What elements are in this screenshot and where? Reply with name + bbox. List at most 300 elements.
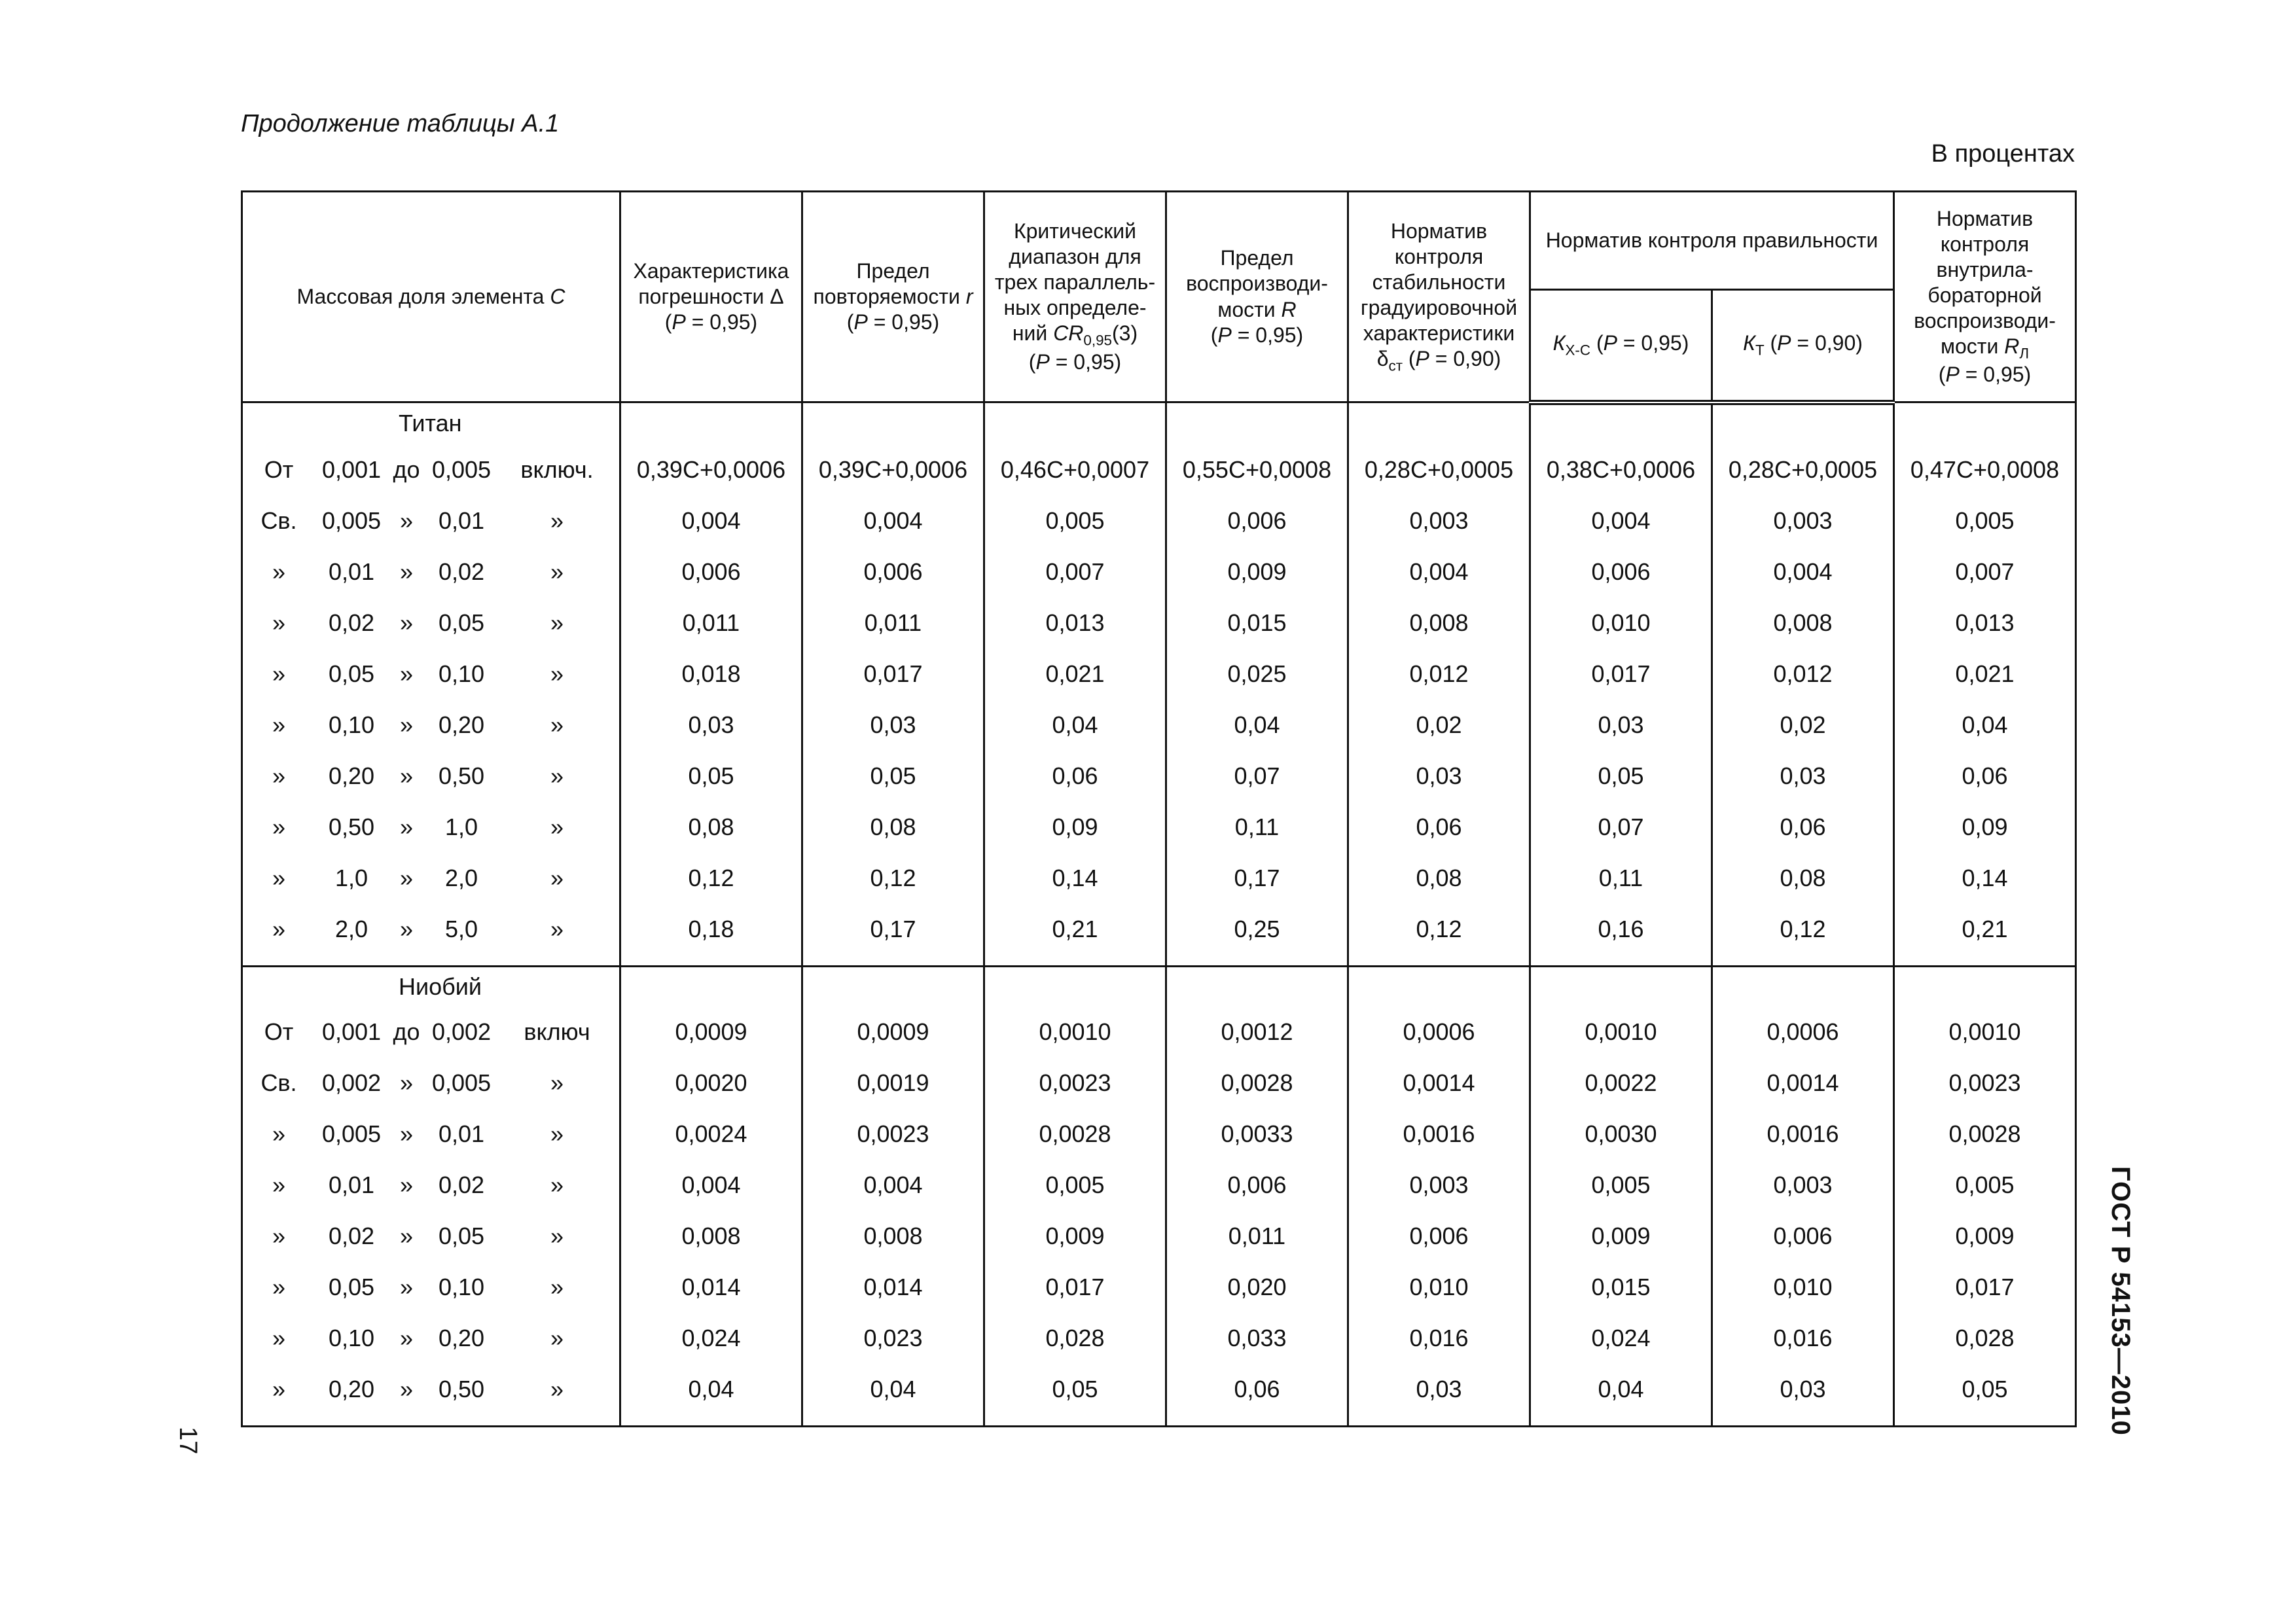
header-mass-fraction: Массовая доля элемента С	[242, 192, 620, 402]
value-cell: 0,06	[1348, 802, 1530, 853]
empty-cell	[620, 402, 802, 444]
range-part: »	[399, 1375, 414, 1402]
empty-cell	[1530, 402, 1712, 444]
value-cell: 0,08	[802, 802, 984, 853]
range-part: »	[272, 1324, 286, 1351]
value-cell: 0,04	[620, 1364, 802, 1427]
range-cell	[242, 802, 620, 853]
value-cell: 0,28С+0,0005	[1712, 444, 1894, 495]
value-cell: 0,28С+0,0005	[1348, 444, 1530, 495]
empty-cell	[802, 966, 984, 1007]
range-part: 0,01	[438, 1120, 485, 1147]
value-cell: 0,011	[802, 597, 984, 649]
value-cell: 0,0016	[1712, 1109, 1894, 1160]
value-cell: 0,03	[1712, 1364, 1894, 1427]
element-name: Ниобий	[242, 966, 620, 1007]
value-cell: 0,0023	[802, 1109, 984, 1160]
empty-cell	[984, 402, 1166, 444]
value-cell: 0,47С+0,0008	[1894, 444, 2076, 495]
value-cell: 0,004	[802, 1160, 984, 1211]
range-parts	[243, 904, 619, 955]
range-parts	[243, 802, 619, 853]
group-titanium	[242, 402, 2076, 967]
header-intralab-standard: Норматив контроля внутрила- бораторной воспроизводи- мости $R_Л$ (Р = 0,95)	[1894, 192, 2076, 402]
value-cell: 0,005	[984, 495, 1166, 546]
value-cell: 0,09	[1894, 802, 2076, 853]
value-cell: 0,11	[1166, 802, 1348, 853]
value-cell: 0,0009	[802, 1007, 984, 1058]
range-cell	[242, 1262, 620, 1313]
range-part: 0,01	[328, 1171, 375, 1198]
value-cell: 0,21	[1894, 904, 2076, 967]
range-part: 0,01	[438, 507, 485, 534]
range-part: 2,0	[444, 864, 478, 891]
range-part: »	[550, 507, 564, 534]
range-part: Св.	[260, 507, 297, 534]
value-cell: 0,12	[1348, 904, 1530, 967]
value-cell: 0,0020	[620, 1058, 802, 1109]
value-cell: 0,003	[1712, 495, 1894, 546]
range-part: »	[399, 660, 414, 687]
range-parts	[243, 751, 619, 802]
value-cell: 0,04	[1530, 1364, 1712, 1427]
value-cell: 0,028	[984, 1313, 1166, 1364]
range-part: »	[550, 1120, 564, 1147]
range-part: 0,002	[321, 1069, 382, 1096]
range-part: 0,02	[438, 1171, 485, 1198]
range-part: »	[399, 1324, 414, 1351]
range-parts	[243, 1058, 619, 1109]
value-cell: 0,007	[984, 546, 1166, 597]
value-cell: 0,004	[1348, 546, 1530, 597]
value-cell: 0,004	[1530, 495, 1712, 546]
table-row	[242, 1160, 2076, 1211]
continuation-title: Продолжение таблицы А.1	[241, 110, 560, 137]
table-row	[242, 444, 2076, 495]
value-cell: 0,006	[1348, 1211, 1530, 1262]
value-cell: 0,009	[1166, 546, 1348, 597]
value-cell: 0,03	[1530, 700, 1712, 751]
range-part: включ	[524, 1018, 590, 1045]
value-cell: 0,018	[620, 649, 802, 700]
range-parts	[243, 1313, 619, 1364]
range-part: 0,001	[321, 1018, 382, 1045]
range-part: »	[399, 507, 414, 534]
value-cell: 0,015	[1166, 597, 1348, 649]
header-stability-standard: Норматив контроля стабильности градуировочной характеристики $\delta_{ст}$ (Р = 0,90)	[1348, 192, 1530, 402]
range-part: »	[272, 1222, 286, 1249]
value-cell: 0,04	[802, 1364, 984, 1427]
value-cell: 0,03	[1712, 751, 1894, 802]
range-part: 0,02	[438, 558, 485, 585]
range-parts	[243, 649, 619, 700]
range-part: »	[550, 660, 564, 687]
empty-cell	[1894, 966, 2076, 1007]
element-row	[242, 966, 2076, 1007]
empty-cell	[620, 966, 802, 1007]
table-row	[242, 802, 2076, 853]
range-part: »	[272, 1273, 286, 1300]
value-cell: 0,05	[802, 751, 984, 802]
range-part: 1,0	[334, 864, 368, 891]
range-cell	[242, 546, 620, 597]
range-part: »	[550, 864, 564, 891]
value-cell: 0,0006	[1712, 1007, 1894, 1058]
range-part: 0,005	[321, 507, 382, 534]
value-cell: 0,12	[1712, 904, 1894, 967]
value-cell: 0,0023	[984, 1058, 1166, 1109]
range-part: 0,005	[431, 455, 492, 483]
range-part: »	[550, 609, 564, 636]
range-part: »	[399, 1222, 414, 1249]
value-cell: 0,06	[1894, 751, 2076, 802]
range-part: »	[550, 1171, 564, 1198]
value-cell: 0,11	[1530, 853, 1712, 904]
value-cell: 0,25	[1166, 904, 1348, 967]
range-parts	[243, 1109, 619, 1160]
value-cell: 0,07	[1530, 802, 1712, 853]
header-reproducibility-limit: Предел воспроизводи- мости R (Р = 0,95)	[1166, 192, 1348, 402]
range-part: »	[550, 711, 564, 738]
range-part: »	[399, 762, 414, 789]
value-cell: 0,14	[984, 853, 1166, 904]
range-part: 0,10	[438, 1273, 485, 1300]
value-cell: 0,006	[1530, 546, 1712, 597]
range-parts	[243, 1007, 619, 1058]
range-part: включ.	[520, 455, 594, 483]
range-part: »	[550, 1324, 564, 1351]
range-part: »	[272, 813, 286, 840]
value-cell: 0,010	[1712, 1262, 1894, 1313]
range-part: »	[272, 762, 286, 789]
empty-cell	[1530, 966, 1712, 1007]
value-cell: 0,016	[1712, 1313, 1894, 1364]
value-cell: 0,06	[1166, 1364, 1348, 1427]
range-part: »	[272, 864, 286, 891]
value-cell: 0,024	[620, 1313, 802, 1364]
range-part: От	[264, 1018, 294, 1045]
value-cell: 0,003	[1712, 1160, 1894, 1211]
value-cell: 0,012	[1712, 649, 1894, 700]
value-cell: 0,03	[620, 700, 802, 751]
page-number: 17	[174, 1427, 202, 1455]
value-cell: 0,0010	[1530, 1007, 1712, 1058]
range-part: »	[399, 609, 414, 636]
range-part: 0,20	[328, 1375, 375, 1402]
empty-cell	[1166, 402, 1348, 444]
element-name: Титан	[242, 402, 620, 444]
value-cell: 0,12	[802, 853, 984, 904]
element-row	[242, 402, 2076, 444]
range-part: »	[399, 1273, 414, 1300]
value-cell: 0,017	[1894, 1262, 2076, 1313]
range-part: »	[399, 1171, 414, 1198]
range-part: 0,20	[328, 762, 375, 789]
table-row	[242, 751, 2076, 802]
value-cell: 0,02	[1348, 700, 1530, 751]
value-cell: 0,05	[984, 1364, 1166, 1427]
range-part: 0,50	[438, 762, 485, 789]
value-cell: 0,008	[1348, 597, 1530, 649]
range-cell	[242, 700, 620, 751]
range-part: »	[399, 1120, 414, 1147]
table-row	[242, 904, 2076, 967]
header-critical-range: Критический диапазон для трех параллель- ных определе- ний $CR_{0,95}(3)$ (Р = 0,95)	[984, 192, 1166, 402]
value-cell: 0,08	[1348, 853, 1530, 904]
value-cell: 0,03	[1348, 1364, 1530, 1427]
value-cell: 0,14	[1894, 853, 2076, 904]
range-part: »	[550, 762, 564, 789]
value-cell: 0,005	[1894, 1160, 2076, 1211]
value-cell: 0,017	[984, 1262, 1166, 1313]
value-cell: 0,004	[620, 495, 802, 546]
value-cell: 0,025	[1166, 649, 1348, 700]
value-cell: 0,38С+0,0006	[1530, 444, 1712, 495]
value-cell: 0,0033	[1166, 1109, 1348, 1160]
value-cell: 0,004	[1712, 546, 1894, 597]
table-row	[242, 1313, 2076, 1364]
table-row	[242, 1262, 2076, 1313]
value-cell: 0,008	[802, 1211, 984, 1262]
range-part: 0,05	[328, 660, 375, 687]
range-cell	[242, 1364, 620, 1427]
range-part: до	[393, 1018, 420, 1045]
table-row	[242, 1007, 2076, 1058]
value-cell: 0,005	[1894, 495, 2076, 546]
range-part: 2,0	[334, 915, 368, 942]
table-row	[242, 1364, 2076, 1427]
value-cell: 0,011	[620, 597, 802, 649]
range-part: »	[272, 558, 286, 585]
range-parts	[243, 444, 619, 495]
range-part: 0,20	[438, 1324, 485, 1351]
range-part: до	[393, 455, 420, 483]
range-cell	[242, 1211, 620, 1262]
value-cell: 0,12	[620, 853, 802, 904]
value-cell: 0,004	[620, 1160, 802, 1211]
range-part: 0,02	[328, 1222, 375, 1249]
range-part: 1,0	[444, 813, 478, 840]
value-cell: 0,005	[984, 1160, 1166, 1211]
units-note: В процентах	[1931, 140, 2075, 168]
value-cell: 0,014	[620, 1262, 802, 1313]
range-part: 0,10	[438, 660, 485, 687]
empty-cell	[1712, 402, 1894, 444]
value-cell: 0,012	[1348, 649, 1530, 700]
value-cell: 0,0009	[620, 1007, 802, 1058]
range-part: 0,10	[328, 1324, 375, 1351]
range-part: 0,05	[438, 1222, 485, 1249]
range-cell	[242, 1313, 620, 1364]
range-part: »	[399, 711, 414, 738]
value-cell: 0,0022	[1530, 1058, 1712, 1109]
header-correctness-standard: Норматив контроля правильности	[1530, 192, 1894, 290]
value-cell: 0,011	[1166, 1211, 1348, 1262]
value-cell: 0,009	[1530, 1211, 1712, 1262]
value-cell: 0,03	[802, 700, 984, 751]
range-part: »	[550, 1273, 564, 1300]
range-cell	[242, 649, 620, 700]
range-parts	[243, 597, 619, 649]
range-part: »	[399, 915, 414, 942]
range-part: Св.	[260, 1069, 297, 1096]
table-row	[242, 649, 2076, 700]
value-cell: 0,08	[620, 802, 802, 853]
value-cell: 0,007	[1894, 546, 2076, 597]
range-part: 0,02	[328, 609, 375, 636]
range-part: 0,10	[328, 711, 375, 738]
range-part: 0,50	[328, 813, 375, 840]
value-cell: 0,023	[802, 1313, 984, 1364]
range-parts	[243, 1211, 619, 1262]
value-cell: 0,0012	[1166, 1007, 1348, 1058]
range-part: »	[550, 813, 564, 840]
table-row	[242, 700, 2076, 751]
empty-cell	[1894, 402, 2076, 444]
value-cell: 0,006	[1712, 1211, 1894, 1262]
range-part: »	[272, 609, 286, 636]
range-part: От	[264, 455, 294, 483]
range-parts	[243, 546, 619, 597]
range-part: 0,005	[321, 1120, 382, 1147]
header-error-characteristic: Характеристика погрешности Δ (Р = 0,95)	[620, 192, 802, 402]
data-table	[241, 190, 2077, 1427]
group-niobium	[242, 966, 2076, 1426]
header-kt: $К_Т$ (Р = 0,90)	[1712, 290, 1894, 402]
value-cell: 0,21	[984, 904, 1166, 967]
value-cell: 0,021	[984, 649, 1166, 700]
range-parts	[243, 1364, 619, 1415]
range-part: »	[550, 915, 564, 942]
table-row	[242, 597, 2076, 649]
value-cell: 0,0016	[1348, 1109, 1530, 1160]
range-part: »	[272, 1171, 286, 1198]
table-row	[242, 1211, 2076, 1262]
value-cell: 0,008	[620, 1211, 802, 1262]
value-cell: 0,006	[620, 546, 802, 597]
range-part: »	[550, 1222, 564, 1249]
value-cell: 0,0028	[984, 1109, 1166, 1160]
empty-cell	[984, 966, 1166, 1007]
table-row	[242, 853, 2076, 904]
range-part: »	[399, 1069, 414, 1096]
range-part: »	[550, 1069, 564, 1096]
value-cell: 0,0010	[984, 1007, 1166, 1058]
value-cell: 0,0030	[1530, 1109, 1712, 1160]
range-part: »	[550, 1375, 564, 1402]
range-parts	[243, 700, 619, 751]
value-cell: 0,08	[1712, 853, 1894, 904]
range-part: 0,05	[438, 609, 485, 636]
value-cell: 0,006	[1166, 495, 1348, 546]
value-cell: 0,024	[1530, 1313, 1712, 1364]
value-cell: 0,04	[1894, 700, 2076, 751]
range-cell	[242, 751, 620, 802]
value-cell: 0,03	[1348, 751, 1530, 802]
value-cell: 0,46С+0,0007	[984, 444, 1166, 495]
range-part: »	[399, 813, 414, 840]
empty-cell	[1166, 966, 1348, 1007]
value-cell: 0,010	[1530, 597, 1712, 649]
value-cell: 0,017	[1530, 649, 1712, 700]
table-row	[242, 495, 2076, 546]
empty-cell	[1712, 966, 1894, 1007]
range-part: »	[272, 660, 286, 687]
range-cell	[242, 853, 620, 904]
range-part: 0,05	[328, 1273, 375, 1300]
value-cell: 0,18	[620, 904, 802, 967]
value-cell: 0,05	[620, 751, 802, 802]
empty-cell	[802, 402, 984, 444]
value-cell: 0,0014	[1712, 1058, 1894, 1109]
range-part: »	[272, 711, 286, 738]
value-cell: 0,009	[1894, 1211, 2076, 1262]
table-row	[242, 546, 2076, 597]
value-cell: 0,003	[1348, 495, 1530, 546]
range-part: 0,002	[431, 1018, 492, 1045]
value-cell: 0,0024	[620, 1109, 802, 1160]
range-part: 0,001	[321, 455, 382, 483]
range-cell	[242, 1058, 620, 1109]
range-cell	[242, 444, 620, 495]
header-kxc: $К_{Х-С}$ (Р = 0,95)	[1530, 290, 1712, 402]
value-cell: 0,06	[1712, 802, 1894, 853]
value-cell: 0,033	[1166, 1313, 1348, 1364]
value-cell: 0,010	[1348, 1262, 1530, 1313]
range-cell	[242, 597, 620, 649]
value-cell: 0,39С+0,0006	[620, 444, 802, 495]
value-cell: 0,015	[1530, 1262, 1712, 1313]
value-cell: 0,016	[1348, 1313, 1530, 1364]
range-part: »	[399, 864, 414, 891]
value-cell: 0,55С+0,0008	[1166, 444, 1348, 495]
header-repeatability-limit: Предел повторяемости r (Р = 0,95)	[802, 192, 984, 402]
value-cell: 0,005	[1530, 1160, 1712, 1211]
table-row	[242, 1058, 2076, 1109]
range-parts	[243, 853, 619, 904]
value-cell: 0,05	[1894, 1364, 2076, 1427]
value-cell: 0,0028	[1166, 1058, 1348, 1109]
range-part: »	[550, 558, 564, 585]
range-part: 0,005	[431, 1069, 492, 1096]
range-part: »	[272, 1375, 286, 1402]
value-cell: 0,013	[1894, 597, 2076, 649]
range-part: 0,20	[438, 711, 485, 738]
value-cell: 0,05	[1530, 751, 1712, 802]
empty-cell	[1348, 402, 1530, 444]
value-cell: 0,17	[802, 904, 984, 967]
value-cell: 0,003	[1348, 1160, 1530, 1211]
range-cell	[242, 495, 620, 546]
value-cell: 0,06	[984, 751, 1166, 802]
value-cell: 0,017	[802, 649, 984, 700]
value-cell: 0,04	[1166, 700, 1348, 751]
range-cell	[242, 1109, 620, 1160]
value-cell: 0,0006	[1348, 1007, 1530, 1058]
value-cell: 0,021	[1894, 649, 2076, 700]
range-part: »	[272, 915, 286, 942]
range-part: »	[399, 558, 414, 585]
range-cell	[242, 904, 620, 967]
range-parts	[243, 1160, 619, 1211]
value-cell: 0,04	[984, 700, 1166, 751]
value-cell: 0,0023	[1894, 1058, 2076, 1109]
value-cell: 0,09	[984, 802, 1166, 853]
value-cell: 0,39С+0,0006	[802, 444, 984, 495]
value-cell: 0,006	[1166, 1160, 1348, 1211]
range-part: »	[272, 1120, 286, 1147]
range-part: 0,01	[328, 558, 375, 585]
